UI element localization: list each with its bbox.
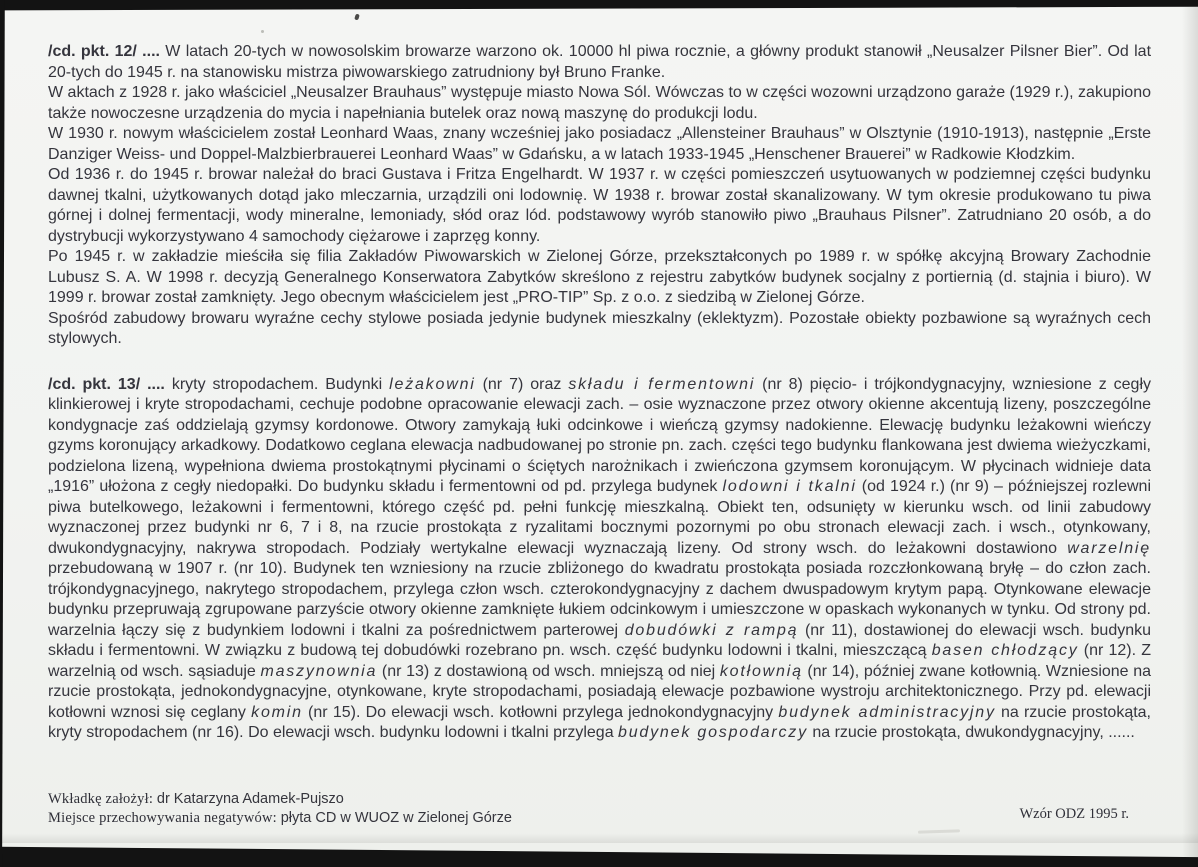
paragraph: [48, 42, 1151, 83]
building-term-emphasis: warzelnię: [1067, 539, 1151, 557]
building-term-emphasis: komin: [251, 703, 303, 721]
text-run: W latach 20-tych w nowosolskim browarze warzono ok. 10000 hl piwa rocznie, a główny produkt stanowił „Neusalzer Pilsner Bier”. Od lat 20-tych do 1945 r. na stanowisku mistrza piwowarskiego zatrudniony był Bruno Franke.: [48, 43, 1152, 81]
paragraph: [48, 124, 1151, 165]
building-term-emphasis: basen chłodzący: [931, 642, 1079, 659]
footer-line: [48, 809, 512, 828]
footer-label: Wkładkę założył:: [48, 791, 157, 807]
scan-edge-shadow-bottom: [0, 833, 1198, 843]
text-run: na rzucie prostokąta, kryty stropodachem (nr 16). Do elewacji wsch. budynku lodowni i tkalni przylega: [48, 703, 1152, 741]
scan-edge-shadow-right: [1182, 0, 1198, 867]
text-run: Po 1945 r. w zakładzie mieściła się filia Zakładów Piwowarskich w Zielonej Górze, przekształconych po 1989 r. w spółkę akcyjną Browary Zachodnie Lubusz S. A. W 1998 r. decyzją Generalnego Konserwatora Zabytków skreślono z rejestru zabytków budynek socjalny z portiernią (d. stajnia i biuro). W 1999 r. browar został zamknięty. Jego obecnym właścicielem jest „PRO-TIP” Sp. z o.o. z siedzibą w Zielonej Górze.: [48, 248, 1151, 306]
footer-credits: [48, 790, 512, 827]
text-run: W aktach z 1928 r. jako właściciel „Neusalzer Brauhaus” występuje miasto Nowa Sól. Wówczas to w części wozowni urządzono garaże (1929 r.), zakupiono także nowoczesne urządzenia do mycia i napełniania butelek oraz nową maszynę do produkcji lodu.: [48, 84, 1151, 122]
footer-label: Miejsce przechowywania negatywów:: [48, 809, 281, 826]
text-run: (nr 12). Z warzelnią od wsch. sąsiaduje: [48, 642, 1152, 680]
text-run: (nr 8) pięcio- i trójkondygnacyjny, wzniesione z cegły klinkierowej i kryte stropodachami, cechuje podobne opracowanie elewacji zach. – osie wyznaczone przez otwory okienne akcentują lizeny, poszczególne kondygnacje zaś oddzielają gzymsy kordonowe. Otwory zamykają łuki odcinkowe i wieńczą gzymsy nadokienne. Elewację budynku leżakowni wieńczy gzyms koronujący arkadkowy. Dodatkowo ceglana elewacja nadbudowanej po stronie pn. zach. części tego budynku flankowana jest dwiema wieżyczkami, podzielona lizeną, wypełniona dwiema prostokątnymi płycinami o ściętych narożnikach i zwieńczona gzymsem koronującym. W płycinach widnieje data „1916” ułożona z cegły niedopałki. Do budynku składu i fermentowni od pd. przylega budynek: [48, 375, 1152, 495]
text-run: (nr 13) z dostawioną od wsch. mniejszą od niej: [377, 662, 720, 680]
paragraph: [48, 83, 1151, 124]
building-term-emphasis: dobudówki z rampą: [624, 621, 799, 639]
scan-artifact: [261, 30, 264, 33]
document-text: [48, 42, 1151, 744]
document-footer-wrap: [48, 775, 1151, 827]
footer-value: dr Katarzyna Adamek-Pujszo: [156, 791, 344, 807]
paragraph: [48, 375, 1151, 744]
text-run: (nr 7) oraz: [475, 375, 569, 393]
text-run: na rzucie prostokąta, dwukondygnacyjny, ......: [807, 724, 1135, 741]
footer-line: [48, 790, 512, 809]
building-term-emphasis: składu i fermentowni: [568, 375, 756, 393]
building-term-emphasis: budynek gospodarczy: [618, 724, 808, 741]
section-continuation-marker: /cd. pkt. 12/ ....: [48, 43, 166, 60]
footer-value: płyta CD w WUOZ w Zielonej Górze: [280, 809, 512, 826]
paragraph: [48, 165, 1151, 247]
text-run: Spośród zabudowy browaru wyraźne cechy stylowe posiada jedynie budynek mieszkalny (eklektyzm). Pozostałe obiekty pozbawione są wyraźnych cech stylowych.: [48, 309, 1151, 347]
text-run: przebudowaną w 1907 r. (nr 10). Budynek ten wzniesiony na rzucie zbliżonego do kwadratu prostokąta posiada rozczłonkowaną bryłę – do człon zach. trójkondygnacyjnego, nakrytego stropodachem, przylega człon wsch. czterokondygnacyjny z dachem dwuspadowym krytym papą. Otynkowane elewacje budynku przepruwają zgrupowane parzyście otwory okienne zamknięte łukiem odcinkowym i umieszczone w opaskach wykonanych w tynku. Od strony pd. warzelnia łączy się z budynkiem lodowni i tkalni za pośrednictwem parterowej: [48, 560, 1151, 639]
text-run: (nr 14), później zwane kotłownią. Wzniesione na rzucie prostokąta, jednokondygnacyjne, otynkowane, kryte stropodachami, posiadają elewacje pozbawione wystroju architektonicznego. Przy pd. elewacji kotłowni wznosi się ceglany: [48, 662, 1152, 721]
scan-artifact: [354, 14, 360, 21]
text-run: W 1930 r. nowym właścicielem został Leonhard Waas, znany wcześniej jako posiadacz „Allensteiner Brauhaus” w Olsztynie (1910-1913), następnie „Erste Danziger Weiss- und Doppel-Malzbierbrauerei Leonhard Waas” w Gdańsku, a w latach 1933-1945 „Henschener Brauerei” w Radkowie Kłodzkim.: [48, 125, 1151, 163]
building-term-emphasis: budynek administracyjny: [778, 703, 996, 721]
text-run: (nr 11), dostawionej do elewacji wsch. budynku składu i fermentowni. W związku z budową tej dobudówki rozebrano pn. wsch. część budynku lodowni i tkalni, mieszczącą: [48, 621, 1152, 659]
section-continuation-marker: /cd. pkt. 13/ ....: [48, 375, 172, 393]
paragraph: [48, 247, 1151, 309]
text-run: Od 1936 r. do 1945 r. browar należał do braci Gustava i Fritza Engelhardt. W 1937 r. w części pomieszczeń usytuowanych w podziemnej części budynku dawnej tkalni, użytkowanych dotąd jako mleczarnia, urządzili oni lodownię. W 1938 r. browar został skanalizowany. W tym okresie produkowano tu piwa górnej i dolnej fermentacji, wody mineralne, lemoniady, słód oraz lód. podstawowy wyrób stanowiło piwo „Brauhaus Pilsner”. Zatrudniano 20 osób, a do dystrybucji wykorzystywano 4 samochody ciężarowe i zaprzęg konny.: [48, 166, 1151, 245]
text-run: kryty stropodachem. Budynki: [171, 375, 390, 393]
form-template-note: Wzór ODZ 1995 r.: [1019, 806, 1129, 822]
building-term-emphasis: maszynownia: [260, 662, 378, 680]
document-footer: [48, 790, 1151, 827]
building-term-emphasis: lodowni i tkalni: [722, 478, 857, 495]
text-run: (od 1924 r.) (nr 9) – późniejszej rozlewni piwa butelkowego, leżakowni i fermentowni, którego część pd. pełni funkcję mieszkalną. Obiekt ten, odsunięty w kierunku wsch. od linii zabudowy wyznaczonej przez budynki nr 6, 7 i 8, na rzucie prostokąta z ryzalitami bocznymi pozornymi po obu stronach elewacji zach. i wsch., otynkowany, dwukondygnacyjny, nakrywa stropodach. Podziały wertykalne elewacji wyznaczają lizeny. Od strony wsch. do leżakowni dostawiono: [48, 478, 1151, 557]
building-term-emphasis: kotłownią: [719, 662, 803, 680]
text-run: (nr 15). Do elewacji wsch. kotłowni przylega jednokondygnacyjny: [302, 703, 779, 721]
paragraph: [48, 309, 1151, 350]
building-term-emphasis: leżakowni: [389, 375, 476, 393]
